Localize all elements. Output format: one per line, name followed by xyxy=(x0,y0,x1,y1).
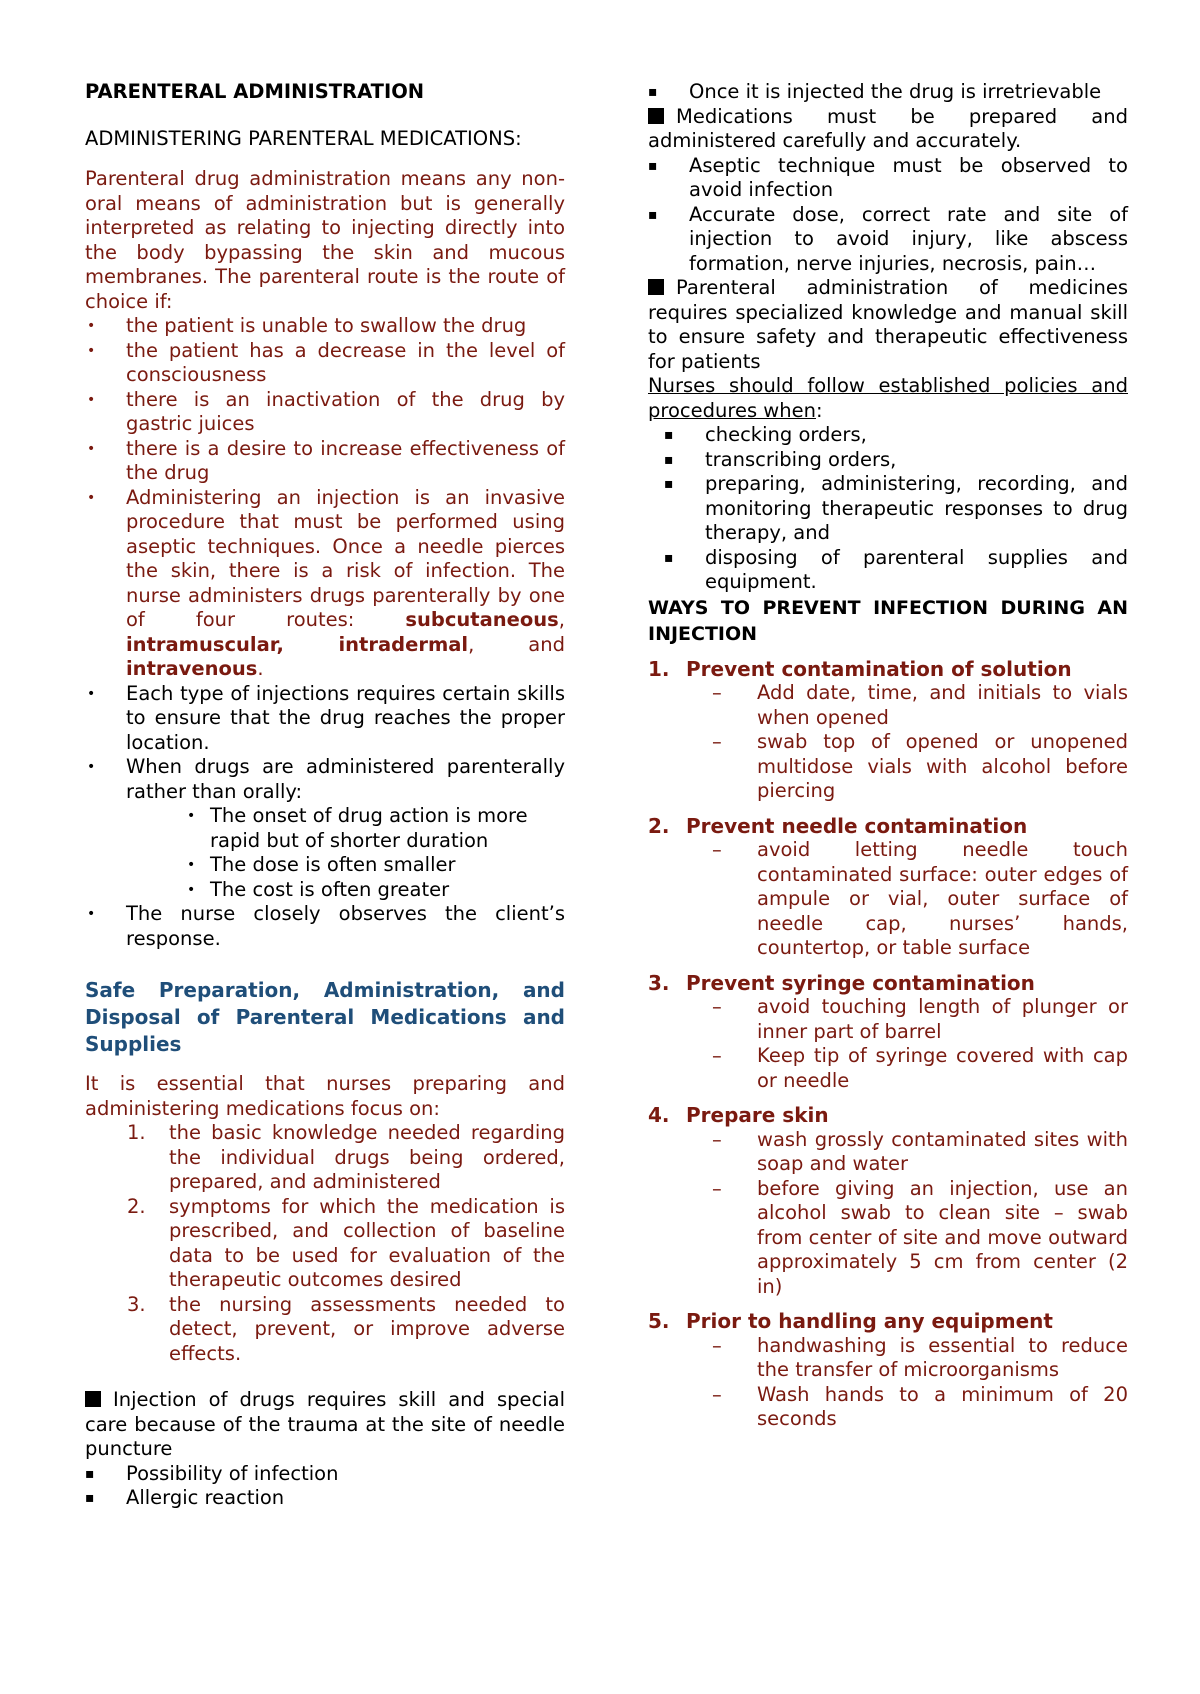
way-title-text: Prevent needle contamination xyxy=(686,813,1028,838)
item-number: 2. xyxy=(127,1194,146,1218)
list-item: ▪ Accurate dose, correct rate and site of injection to avoid injury, like abscess formation, nerve injuries, necrosis, pain… xyxy=(648,203,1128,277)
list-item: ▪ transcribing orders, xyxy=(648,448,1128,473)
careful-list xyxy=(648,154,1128,277)
injection-text: Injection of drugs requires skill and special care because of the trauma at the site of needle puncture xyxy=(85,1388,565,1460)
route-subcutaneous: subcutaneous xyxy=(405,608,559,631)
list-item: • the patient is unable to swallow the drug xyxy=(85,314,565,339)
route-list xyxy=(85,314,565,682)
way-item: – before giving an injection, use an alcohol swab to clean site – swab from center of site and move outward approximately 5 cm from center (2 in) xyxy=(648,1177,1128,1300)
injection-paragraph xyxy=(85,1388,565,1462)
right-column xyxy=(648,80,1128,1432)
sub-list-item: • The onset of drug action is more rapid but of shorter duration xyxy=(85,804,565,853)
policies-underlined: Nurses should follow established policies and procedures when xyxy=(648,374,1128,422)
way-block-4 xyxy=(648,1103,1128,1299)
effects-list xyxy=(85,682,565,952)
careful-text: Medications must be prepared and administered carefully and accurately. xyxy=(648,104,1128,152)
sub-list-item: • The dose is often smaller xyxy=(85,853,565,878)
item-number: 3. xyxy=(127,1292,146,1316)
item-text: symptoms for which the medication is prescribed, and collection of baseline data to be used for evaluation of the therapeutic outcomes desired xyxy=(169,1194,565,1291)
policies-list xyxy=(648,423,1128,595)
item-number: 1. xyxy=(127,1121,146,1144)
list-item: ▪ preparing, administering, recording, and monitoring therapeutic responses to drug therapy, and xyxy=(648,472,1128,546)
way-item: – handwashing is essential to reduce the transfer of microorganisms xyxy=(648,1334,1128,1383)
way-number: 4. xyxy=(648,1103,670,1127)
way-block-2 xyxy=(648,814,1128,961)
route-intramuscular-intradermal: intramuscular, intradermal xyxy=(126,632,469,656)
numbered-item xyxy=(85,1195,565,1293)
top-list xyxy=(648,80,1128,105)
numbered-item xyxy=(85,1293,565,1367)
sub-list-item: • The cost is often greater xyxy=(85,878,565,903)
way-item: – swab top of opened or unopened multidose vials with alcohol before piercing xyxy=(648,730,1128,804)
way-title xyxy=(648,1103,1128,1128)
way-title-text: Prior to handling any equipment xyxy=(686,1309,1053,1333)
way-block-1 xyxy=(648,657,1128,804)
list-item: • The nurse closely observes the client’s response. xyxy=(85,902,565,951)
section-heading: Safe Preparation, Administration, and Disposal of Parenteral Medications and Supplies xyxy=(85,978,565,1056)
square-bullet-icon xyxy=(648,108,664,124)
way-item: – Wash hands to a minimum of 20 seconds xyxy=(648,1383,1128,1432)
policies-paragraph xyxy=(648,374,1128,423)
list-item: ▪ Possibility of infection xyxy=(85,1462,565,1487)
way-title xyxy=(648,814,1128,839)
way-number: 3. xyxy=(648,970,670,995)
page-title: PARENTERAL ADMINISTRATION xyxy=(85,80,425,103)
list-item: • Each type of injections requires certain skills to ensure that the drug reaches the proper location. xyxy=(85,682,565,756)
list-item: ▪ Allergic reaction xyxy=(85,1486,565,1511)
way-title xyxy=(648,657,1128,682)
way-number: 2. xyxy=(648,813,670,838)
list-item: ▪ Aseptic technique must be observed to avoid infection xyxy=(648,154,1128,203)
list-item: ▪ checking orders, xyxy=(648,423,1128,448)
list-item: • the patient has a decrease in the level of consciousness xyxy=(85,339,565,388)
way-block-3 xyxy=(648,971,1128,1094)
way-title-text: Prevent contamination of solution xyxy=(686,656,1072,681)
item-text: the nursing assessments needed to detect, prevent, or improve adverse effects. xyxy=(169,1292,565,1365)
numbered-item xyxy=(85,1121,565,1195)
invasive-text: Administering an injection is an invasive procedure that must be performed using aseptic techniques. Once a needle pierces the skin, there is a risk of infection. The nurse administers drugs parenterally by one of four routes: xyxy=(126,485,565,631)
left-column xyxy=(85,80,565,1511)
route-end: . xyxy=(257,657,264,680)
way-title xyxy=(648,971,1128,996)
route-and: , and xyxy=(468,632,565,656)
way-number: 5. xyxy=(648,1309,670,1333)
specialized-paragraph xyxy=(648,276,1128,374)
way-item: – Add date, time, and initials to vials when opened xyxy=(648,681,1128,730)
list-item-invasive xyxy=(85,486,565,682)
policies-colon: : xyxy=(815,398,823,422)
way-item: – wash grossly contaminated sites with soap and water xyxy=(648,1128,1128,1177)
list-item: • there is a desire to increase effectiveness of the drug xyxy=(85,437,565,486)
way-item: – avoid touching length of plunger or inner part of barrel xyxy=(648,995,1128,1044)
section-subtitle: ADMINISTERING PARENTERAL MEDICATIONS: xyxy=(85,126,522,150)
intro-paragraph: Parenteral drug administration means any non-oral means of administration but is generally interpreted as relating to injecting directly into the body bypassing the skin and mucous membranes. The parenteral route is the route of choice if: xyxy=(85,167,565,313)
list-item: ▪ Once it is injected the drug is irretrievable xyxy=(648,80,1128,105)
way-item: – Keep tip of syringe covered with cap or needle xyxy=(648,1044,1128,1093)
injection-list xyxy=(85,1462,565,1511)
way-item: – avoid letting needle touch contaminated surface: outer edges of ampule or vial, outer surface of needle cap, nurses’ hands, countertop, or table surface xyxy=(648,838,1128,961)
careful-paragraph xyxy=(648,105,1128,154)
way-title xyxy=(648,1309,1128,1334)
way-number: 1. xyxy=(648,656,670,681)
specialized-text: Parenteral administration of medicines requires specialized knowledge and manual skill to ensure safety and therapeutic effectiveness for patients xyxy=(648,276,1128,373)
list-item: • there is an inactivation of the drug by gastric juices xyxy=(85,388,565,437)
way-title-text: Prevent syringe contamination xyxy=(686,970,1035,995)
route-intravenous: intravenous xyxy=(126,657,258,680)
square-bullet-icon xyxy=(648,279,664,295)
route-separator: , xyxy=(558,608,565,631)
list-item: ▪ disposing of parenteral supplies and equipment. xyxy=(648,546,1128,595)
list-item: • When drugs are administered parenterally rather than orally: xyxy=(85,755,565,804)
square-bullet-icon xyxy=(85,1391,101,1407)
ways-heading: WAYS TO PREVENT INFECTION DURING AN INJECTION xyxy=(648,596,1128,645)
way-title-text: Prepare skin xyxy=(686,1103,829,1127)
item-text: the basic knowledge needed regarding the individual drugs being ordered, prepared, and administered xyxy=(169,1121,565,1193)
focus-list xyxy=(85,1121,565,1366)
way-block-5 xyxy=(648,1309,1128,1432)
focus-intro: It is essential that nurses preparing and administering medications focus on: xyxy=(85,1072,565,1120)
